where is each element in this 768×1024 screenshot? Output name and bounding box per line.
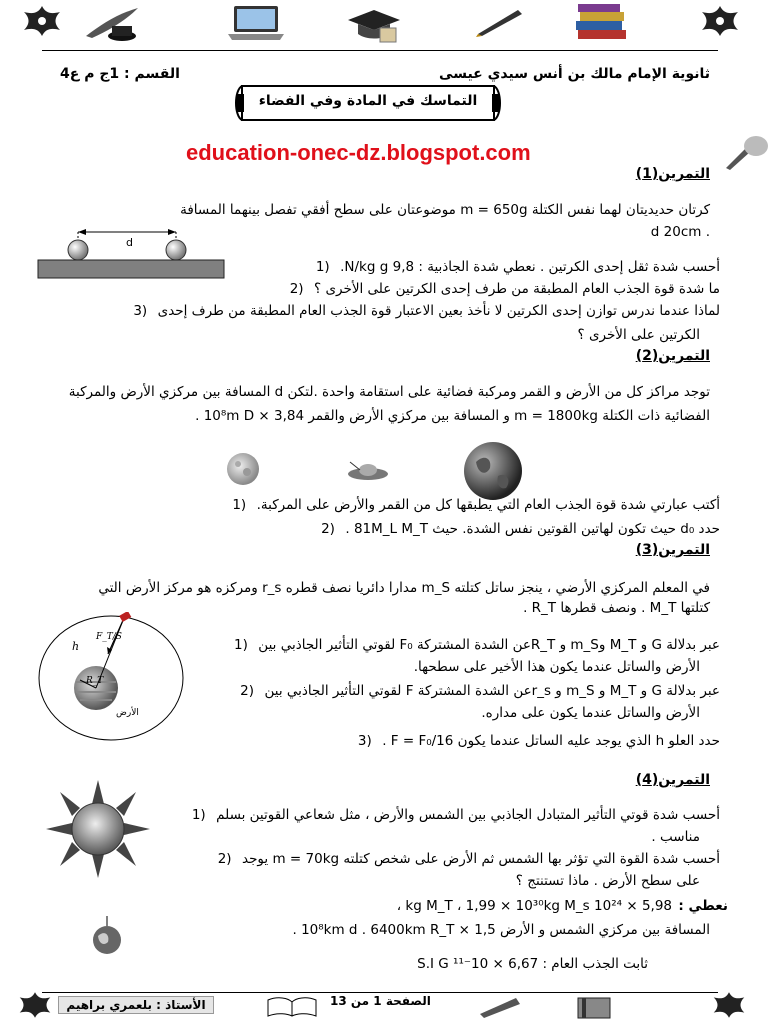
ex2-intro-line1: توجد مراكز كل من الأرض و القمر ومركبة فضائية على استقامة واحدة .لتكن d المسافة بين مركزي الأرض والمركبة [68,384,710,400]
ex4-item-number: 2) [217,851,232,867]
earth-label: الأرض [116,708,139,718]
ex1-item-text: أحسب شدة ثقل إحدى الكرتين . نعطي شدة الجاذبية : 9,8 N/kg g. [340,259,720,275]
pen-icon [474,4,526,38]
ex2-item-text: أكتب عبارتي شدة قوة الجذب العام التي يطبقها كل من القمر والأرض على المركبة. [256,497,720,513]
moon-icon [226,452,260,486]
ex2-item-2 [200,520,720,539]
exercise-2-title: التمرين(2) [635,348,710,364]
ex3-item-1 [200,636,720,655]
given-masses: 5,98 × 10²⁴ kg M_T ، 1,99 × 10³⁰kg M_s ، [396,898,672,914]
ex4-item-1-cont [400,828,700,847]
ex4-item-text: أحسب شدة القوة التي تؤثر بها الشمس ثم الأرض على شخص كتلته m = 70kg يوجد [242,851,720,867]
spacecraft-icon [346,460,390,484]
class-label: القسم : 1ج م ع4 [60,66,180,82]
ex4-item-text: أحسب شدة قوتي التأثير المتبادل الجاذبي بين الشمس والأرض ، مثل شعاعي القوتين بسلم [216,807,720,823]
ex4-item-text: مناسب . [651,829,700,845]
globe-icon [90,916,124,956]
footer-rule [42,992,718,993]
ex3-item-number: 3) [357,733,372,749]
given-constant: ثابت الجذب العام : 6,67 × 10⁻¹¹ S.I G [417,956,648,972]
ex1-item-3-cont [300,326,700,345]
books-icon [572,2,630,42]
quill-ink-icon [82,6,142,42]
ornament-icon [18,990,52,1020]
exercise-3-title: التمرين(3) [635,542,710,558]
given-distances: المسافة بين مركزي الشمس و الأرض 1,5 × 10⁸km d . 6400km R_T . [292,922,710,938]
ex3-item-text: عبر بدلالة G و M_T وm_S و R_Tعن الشدة المشتركة F₀ لقوتي التأثير الجاذبي بين [258,637,720,653]
ex1-item-text: ما شدة قوة الجذب العام المطبقة من طرف إحدى الكرتين على الأخرى ؟ [314,281,720,297]
title-banner [232,80,504,126]
laptop-icon [226,4,286,42]
ex1-item-number: 3) [133,303,148,319]
ornament-icon [712,990,746,1020]
ex2-item-text: حدد d₀ حيث تكون لهاتين القوتين نفس الشدة. حيث 81M_L M_T . [345,521,720,537]
ex3-item-3 [200,732,720,751]
ex3-intro-line1: في المعلم المركزي الأرضي ، ينجز ساتل كتلته m_S مدارا دائريا نصف قطره r_s ومركزه هو مركز الأرض التي [98,580,710,596]
ex4-item-text: على سطح الأرض . ماذا تستنتج ؟ [515,873,700,889]
ex1-item-1 [250,258,720,277]
ex1-item-text: الكرتين على الأخرى ؟ [577,327,700,343]
ex1-item-text: لماذا عندما ندرس توازن إحدى الكرتين لا نأخذ بعين الاعتبار قوة الجذب العام المطبقة من طرف إحدى [157,303,720,319]
teacher-name: الأستاذ : بلعمري براهيم [58,996,214,1014]
ex4-item-2 [180,850,720,869]
radius-label: R_T [86,676,104,686]
open-book-icon [266,994,318,1018]
ex3-item-2-cont [220,704,700,723]
header-rule [42,50,718,51]
given-label: نعطي : [678,898,728,914]
exercise-1-title: التمرين(1) [635,166,710,182]
ex3-item-text: الأرض والساتل عندما يكون على مداره. [481,705,700,721]
page-title: التماسك في المادة وفي الفضاء [258,93,478,109]
ex1-item-number: 1) [315,259,330,275]
distance-label: d [126,236,133,249]
ornament-icon [22,4,62,38]
ex3-intro-line2: كتلتها M_T . ونصف قطرها R_T . [523,600,710,616]
ornament-icon [700,4,740,38]
ex2-item-1 [200,496,720,515]
ex3-item-number: 1) [234,637,248,653]
graduation-cap-icon [344,6,404,44]
ex3-item-2 [200,682,720,701]
ex1-intro-line1: كرتان حديديتان لهما نفس الكتلة m = 650g موضوعتان على سطح أفقي تفصل بينهما المسافة [180,202,710,218]
ex1-intro-line2: . d 20cm [650,224,710,240]
h-label: h [72,640,80,653]
book-icon [574,994,614,1020]
sun-icon [42,778,154,880]
ex3-item-1-cont [220,658,700,677]
ex3-item-text: عبر بدلالة G و M_T و m_S و r_sعن الشدة المشتركة F لقوتي التأثير الجاذبي بين [264,683,720,699]
ex4-item-number: 1) [191,807,206,823]
writing-hand-icon [724,130,768,170]
page-number: الصفحة 1 من 13 [330,994,431,1008]
ex1-item-3 [40,302,720,321]
ex4-item-1 [180,806,720,825]
blog-url[interactable]: education-onec-dz.blogspot.com [186,140,531,165]
ex4-item-2-cont [400,872,700,891]
force-label: F_T/S [96,632,122,642]
ex1-item-2 [250,280,720,299]
pencil-icon [478,994,524,1018]
ex3-item-text: الأرض والساتل عندما يكون هذا الأخير على سطحها. [413,659,700,675]
ex3-item-number: 2) [240,683,255,699]
earth-icon [462,440,524,502]
ex2-item-number: 2) [321,521,335,537]
exercise-4-title: التمرين(4) [635,772,710,788]
ex1-item-number: 2) [289,281,304,297]
ex3-item-text: حدد العلو h الذي يوجد عليه الساتل عندما يكون F = F₀/16 . [382,733,720,749]
ex2-item-number: 1) [232,497,247,513]
school-name: ثانوية الإمام مالك بن أنس سيدي عيسى [439,66,710,82]
ex2-intro-line2: الفضائية ذات الكتلة m = 1800kg و المسافة بين مركزي الأرض والقمر 3,84 × 10⁸m D . [195,408,710,424]
